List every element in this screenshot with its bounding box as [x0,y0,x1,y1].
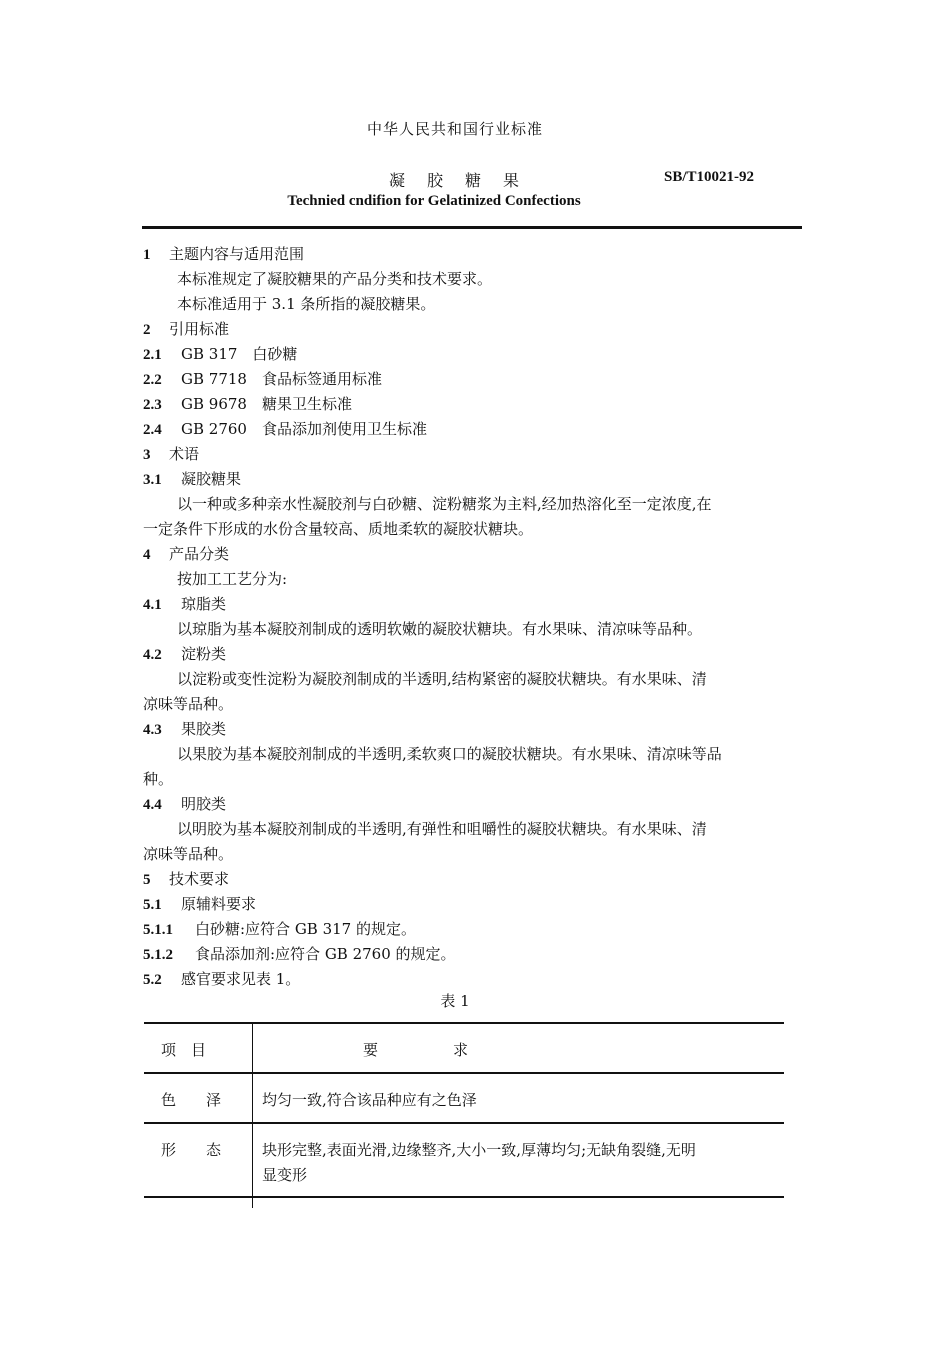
table-cell-requirement: 均匀一致,符合该品种应有之色泽 [262,1091,477,1109]
paragraph-line: 本标准适用于 3.1 条所指的凝胶糖果。 [177,295,436,313]
table-rule [144,1072,784,1074]
subsection-heading: 3.1 凝胶糖果 [143,470,242,488]
table-rule [144,1196,784,1198]
requirement-item: 5.1.2 食品添加剂:应符合 GB 2760 的规定。 [143,945,456,963]
subsection-heading: 5.2 感官要求见表 1。 [143,970,301,988]
table-header-requirement: 要 求 [363,1041,469,1059]
issuer-line: 中华人民共和国行业标准 [366,120,543,138]
table-rule [144,1022,784,1024]
table-rule [144,1122,784,1124]
table-cell-requirement: 显变形 [262,1166,308,1184]
table-header-item: 项 目 [161,1041,207,1059]
header-rule [142,226,802,229]
section-heading: 4 产品分类 [143,545,230,563]
paragraph-line: 以明胶为基本凝胶剂制成的半透明,有弹性和咀嚼性的凝胶状糖块。有水果味、清 [177,820,707,838]
standard-title-cn: 凝胶糖果 [389,171,542,190]
subsection-heading: 4.2 淀粉类 [143,645,227,663]
table-divider [252,1022,253,1208]
paragraph-line: 本标准规定了凝胶糖果的产品分类和技术要求。 [177,270,493,288]
requirement-item: 5.1.1 白砂糖:应符合 GB 317 的规定。 [143,920,416,938]
paragraph-line: 以果胶为基本凝胶剂制成的半透明,柔软爽口的凝胶状糖块。有水果味、清凉味等品 [177,745,722,763]
section-heading: 3 术语 [143,445,200,463]
reference-item: 2.4 GB 2760 食品添加剂使用卫生标准 [143,420,427,438]
reference-item: 2.3 GB 9678 糖果卫生标准 [143,395,352,413]
table-caption: 表 1 [440,992,470,1010]
subsection-heading: 4.4 明胶类 [143,795,227,813]
paragraph-line: 凉味等品种。 [143,845,234,863]
paragraph-line: 种。 [143,770,174,788]
reference-item: 2.2 GB 7718 食品标签通用标准 [143,370,382,388]
table-cell-item: 色 泽 [161,1091,222,1109]
subsection-heading: 4.1 琼脂类 [143,595,227,613]
paragraph-line: 按加工工艺分为: [177,570,288,588]
paragraph-line: 以琼脂为基本凝胶剂制成的透明软嫩的凝胶状糖块。有水果味、清凉味等品种。 [177,620,703,638]
paragraph-line: 以淀粉或变性淀粉为凝胶剂制成的半透明,结构紧密的凝胶状糖块。有水果味、清 [177,670,707,688]
paragraph-line: 以一种或多种亲水性凝胶剂与白砂糖、淀粉糖浆为主料,经加热溶化至一定浓度,在 [177,495,712,513]
subsection-heading: 4.3 果胶类 [143,720,227,738]
paragraph-line: 一定条件下形成的水份含量较高、质地柔软的凝胶状糖块。 [143,520,534,538]
table-cell-item: 形 态 [161,1141,222,1159]
reference-item: 2.1 GB 317 白砂糖 [143,345,298,363]
table-cell-requirement: 块形完整,表面光滑,边缘整齐,大小一致,厚薄均匀;无缺角裂缝,无明 [262,1141,696,1159]
paragraph-line: 凉味等品种。 [143,695,234,713]
section-heading: 1 主题内容与适用范围 [143,245,305,263]
standard-code: SB/T10021-92 [664,169,755,185]
subsection-heading: 5.1 原辅料要求 [143,895,257,913]
section-heading: 2 引用标准 [143,320,230,338]
section-heading: 5 技术要求 [143,870,230,888]
standard-title-en: Technied cndifion for Gelatinized Confections [287,193,581,209]
